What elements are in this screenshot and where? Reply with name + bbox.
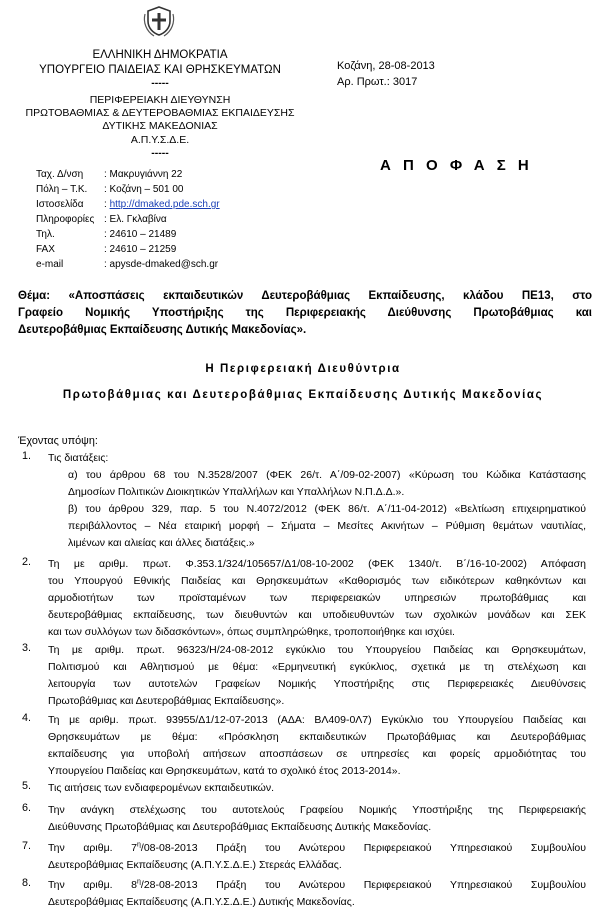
superscript: η [137,841,141,849]
greek-coat-of-arms-icon [142,4,176,38]
item-number: 5. [22,780,32,792]
contact-city [36,183,183,196]
text-line: και των συλλόγων των διδασκόντων», όπως συμπληρώθηκε, τροποποιήθηκε και ισχύει. [48,626,455,638]
text-line: αρμοδιοτήτων των προϊσταμένων των περιφερειακών υπηρεσιών πρωτοβάθμιας και [48,592,586,604]
header-separator: ----- [151,77,169,89]
contact-value: : Μακρυγιάννη 22 [104,169,183,180]
item-number: 8. [22,877,32,889]
text-line: Δευτεροβάθμιας Εκπαίδευσης (Α.Π.Υ.Σ.Δ.Ε.) Στερεάς Ελλάδας. [48,859,342,871]
text-fragment: Την αριθμ. 7 [48,842,138,854]
text-line: β) του άρθρου 329, παρ. 5 του Ν.4072/2012 (ΦΕΚ 86/τ. Α΄/11-04-2012) «Βελτίωση επιχειρηματικού [68,503,586,515]
council-acronym: Α.Π.Υ.Σ.Δ.Ε. [130,134,190,146]
subject-line: Γραφείο Νομικής Υποστήριξης της Περιφερειακής Διεύθυνσης Πρωτοβάθμιας και [18,307,592,319]
regional-directorate-line3: ΔΥΤΙΚΗΣ ΜΑΚΕΔΟΝΙΑΣ [102,120,218,132]
text-fragment: /08-08-2013 Πράξη του Ανώτερου Περιφερειακού Υπηρεσιακού Συμβουλίου [140,842,586,854]
contact-value: : Κοζάνη – 501 00 [104,184,184,195]
text-line: δευτεροβάθμιας εκπαίδευσης, των διευθυντών και υποδιευθυντών των σχολικών μονάδων και ΣΕΚ [48,609,586,621]
text-line: Θρησκευμάτων με θέμα: «Πρόσκληση εκπαιδευτικών Πρωτοβάθμιας και Δευτεροβάθμιας [48,731,586,743]
considering-heading: Έχοντας υπόψη: [18,435,98,447]
contact-value: : apysde-dmaked@sch.gr [104,259,219,270]
text-line: Πολιτισμού και Αθλητισμού με θέμα: «Ερμηνευτική εγκύκλιος, σχετικά με τη στελέχωση και [48,661,586,673]
ministry-name: ΥΠΟΥΡΓΕΙΟ ΠΑΙΔΕΙΑΣ ΚΑΙ ΘΡΗΣΚΕΥΜΑΤΩΝ [39,64,281,76]
protocol-number: Αρ. Πρωτ.: 3017 [337,76,418,88]
item-1-title: Τις διατάξεις: [48,452,109,464]
text-line: του Υπουργού Εθνικής Παιδείας και Θρησκευμάτων «Καθορισμός των ειδικότερων καθηκόντων και [48,575,586,587]
contact-info-person [36,213,167,226]
text-line: λιμένων και αλιείας και άλλες διατάξεις.» [68,537,255,549]
item-number: 6. [22,802,32,814]
contact-label: Ιστοσελίδα [36,199,84,210]
contact-website [36,198,220,211]
contact-phone [36,228,176,241]
contact-label: Τηλ. [36,229,55,240]
text-line [48,877,586,894]
header-separator: ----- [151,147,169,159]
contact-value: : [104,199,110,210]
contact-label: Πληροφορίες [36,214,95,225]
text-line: Τη με αριθμ. πρωτ. 96323/Η/24-08-2012 εγκύκλιο του Υπουργείου Παιδείας και Θρησκευμάτων, [48,644,586,656]
text-line: Δευτεροβάθμιας Εκπαίδευσης (Α.Π.Υ.Σ.Δ.Ε.) Δυτικής Μακεδονίας. [48,896,355,908]
text-line: α) του άρθρου 68 του Ν.3528/2007 (ΦΕΚ 26/τ. Α΄/09-02-2007) «Κύρωση του Κώδικα Κατάστασης [68,469,586,481]
subject-line: Θέμα: «Αποσπάσεις εκπαιδευτικών Δευτεροβάθμιας Εκπαίδευσης, κλάδου ΠΕ13, στο [18,290,592,302]
text-line: Υπουργείου Παιδείας και Θρησκευμάτων, κατά το σχολικό έτος 2013-2014». [48,765,401,777]
item-6-paragraph [48,802,586,836]
subject-line: Δευτεροβάθμιας Εκπαίδευσης Δυτικής Μακεδονίας». [18,324,307,336]
text-line: εκπαίδευσης για υποβολή αιτήσεων αποσπάσεων σε υπηρεσίες και φορείς αρμοδιότητας του [48,748,586,760]
item-1-clause-a [68,467,586,501]
contact-label: e-mail [36,259,64,270]
item-4-paragraph [48,712,586,780]
text-line: Τη με αριθμ. πρωτ. 93955/Δ1/12-07-2013 (ΑΔΑ: ΒΛ409-0Λ7) Εγκύκλιο του Υπουργείου Παιδείας και [48,714,586,726]
text-fragment: Την αριθμ. 8 [48,879,138,891]
item-2-paragraph [48,556,586,641]
text-line: περιβάλλοντος – Νέα εταιρική μορφή – Σήματα – Μεσίτες Ακινήτων – Ρύθμιση θεμάτων ναυτιλίας, [68,520,586,532]
contact-value: : 24610 – 21259 [104,244,177,255]
country-name: ΕΛΛΗΝΙΚΗ ΔΗΜΟΚΡΑΤΙΑ [92,49,228,61]
contact-fax [36,243,176,256]
item-1-clause-b [68,501,586,552]
contact-value: : Ελ. Γκλαβίνα [104,214,167,225]
contact-label: FAX [36,244,55,255]
website-link[interactable]: http://dmaked.pde.sch.gr [109,199,220,210]
place-date: Κοζάνη, 28-08-2013 [337,60,435,72]
item-number: 2. [22,556,32,568]
item-number: 7. [22,840,32,852]
item-3-paragraph [48,642,586,710]
text-line: Διεύθυνσης Πρωτοβάθμιας και Δευτεροβάθμιας Εκπαίδευσης Δυτικής Μακεδονίας. [48,821,432,833]
contact-label: Πόλη – Τ.Κ. [36,184,88,195]
authority-subtitle: Πρωτοβάθμιας και Δευτεροβάθμιας Εκπαίδευσης Δυτικής Μακεδονίας [62,389,544,401]
text-line: Δημοσίων Πολιτικών Διοικητικών Υπαλλήλων και Υπαλλήλων Ν.Π.Δ.Δ.». [68,486,405,498]
text-line: Τη με αριθμ. πρωτ. Φ.353.1/324/105657/Δ1/08-10-2002 (ΦΕΚ 1340/τ. Β΄/16-10-2002) Απόφαση [48,558,586,570]
decision-title: Α Π Ο Φ Α Σ Η [380,157,533,174]
contact-label: Ταχ. Δ/νση [36,169,84,180]
item-number: 4. [22,712,32,724]
contact-address [36,168,182,181]
item-8-paragraph [48,877,586,911]
contact-value: : 24610 – 21489 [104,229,177,240]
authority-title: Η Περιφερειακή Διευθύντρια [205,363,401,375]
text-fragment: /28-08-2013 Πράξη του Ανώτερου Περιφερειακού Υπηρεσιακού Συμβουλίου [140,879,586,891]
item-7-paragraph [48,840,586,874]
subject-paragraph [18,288,592,339]
text-line: Την ανάγκη στελέχωσης του αυτοτελούς Γραφείου Νομικής Υποστήριξης της Περιφερειακής [48,804,586,816]
text-line: Πρωτοβάθμιας και Δευτεροβάθμιας Εκπαίδευσης». [48,695,285,707]
item-number: 1. [22,450,32,462]
superscript: η [137,878,141,886]
item-number: 3. [22,642,32,654]
text-line: λειτουργία των αυτοτελών Γραφείων Νομικής Υποστήριξης στις Περιφερειακές Διευθύνσεις [48,678,586,690]
item-5-paragraph: Τις αιτήσεις των ενδιαφερομένων εκπαιδευτικών. [48,782,275,794]
regional-directorate-line2: ΠΡΩΤΟΒΑΘΜΙΑΣ & ΔΕΥΤΕΡΟΒΑΘΜΙΑΣ ΕΚΠΑΙΔΕΥΣΗΣ [25,107,295,119]
regional-directorate-line1: ΠΕΡΙΦΕΡΕΙΑΚΗ ΔΙΕΥΘΥΝΣΗ [89,94,231,106]
contact-email [36,258,218,271]
text-line [48,840,586,857]
